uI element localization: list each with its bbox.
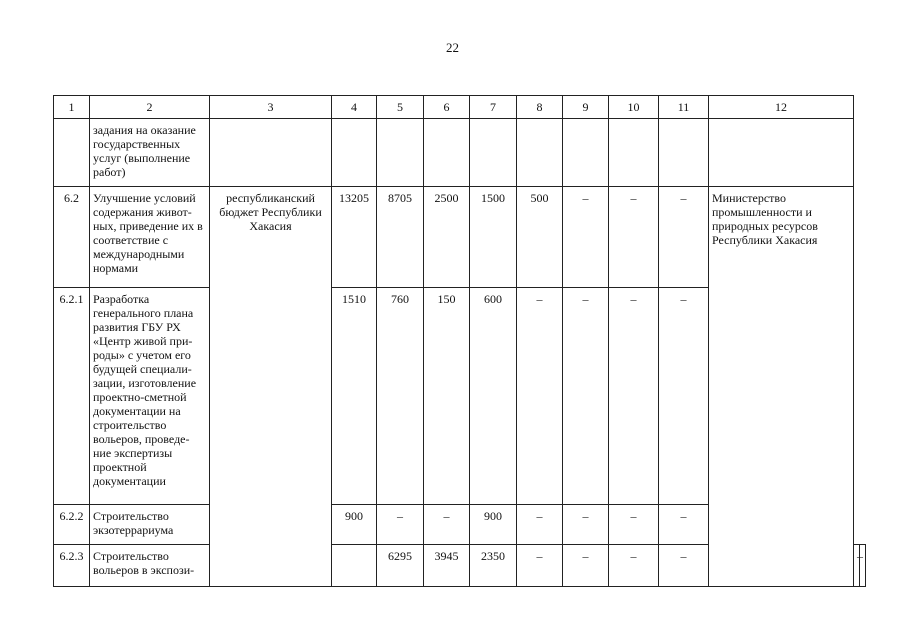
value-col5: 8705: [377, 187, 424, 288]
header-cell: 2: [90, 96, 210, 119]
value-col9: –: [563, 187, 609, 288]
value-col11: –: [659, 187, 709, 288]
header-cell: 9: [563, 96, 609, 119]
value-col10: –: [609, 187, 659, 288]
value-col8: 500: [517, 187, 563, 288]
header-cell: 8: [517, 96, 563, 119]
header-row: [54, 96, 866, 119]
value-col4: 13205: [332, 187, 377, 288]
header-cell: 4: [332, 96, 377, 119]
value-col7: 600: [470, 288, 517, 505]
value-col8: –: [517, 505, 563, 545]
value-col10: –: [609, 288, 659, 505]
row-number: [54, 119, 90, 187]
value-col6: 2350: [470, 545, 517, 587]
value-col11: [659, 119, 709, 187]
measure-name: Улучшение условий содержания живот-ных, приведение их в соответствие с международными нормами: [90, 187, 210, 288]
value-col6: 150: [424, 288, 470, 505]
value-col5: [377, 119, 424, 187]
header-cell: 10: [609, 96, 659, 119]
value-col6: 2500: [424, 187, 470, 288]
value-col8: –: [563, 545, 609, 587]
value-col4: 1510: [332, 288, 377, 505]
program-table: [53, 95, 866, 587]
value-col8: [517, 119, 563, 187]
value-col4: 900: [332, 505, 377, 545]
header-cell: 1: [54, 96, 90, 119]
value-col11: –: [659, 505, 709, 545]
value-col7: 900: [470, 505, 517, 545]
page-number: 22: [446, 40, 459, 55]
measure-name: Строительство экзотеррариума: [90, 505, 210, 545]
value-col5: 3945: [424, 545, 470, 587]
value-col4: 6295: [377, 545, 424, 587]
value-col11: –: [659, 288, 709, 505]
value-col10: –: [659, 545, 709, 587]
row-number: 6.2: [54, 187, 90, 288]
table-row: [54, 187, 866, 288]
header-cell: 3: [210, 96, 332, 119]
value-col6: [424, 119, 470, 187]
value-col5: 760: [377, 288, 424, 505]
table-row: [54, 119, 866, 187]
value-col7: 1500: [470, 187, 517, 288]
measure-name: Строительство вольеров в экспози-: [90, 545, 210, 587]
value-col9: –: [563, 288, 609, 505]
funding-source-cell: [332, 545, 377, 587]
value-col7: –: [517, 545, 563, 587]
value-col9: [563, 119, 609, 187]
row-number: 6.2.2: [54, 505, 90, 545]
header-cell: 6: [424, 96, 470, 119]
measure-name: задания на оказание государственных услуг (выполнение работ): [90, 119, 210, 187]
value-col10: [609, 119, 659, 187]
measure-name: Разработка генерального плана развития ГБУ РХ «Центр живой при-роды» с учетом его будущей специали-зации, изготовление проектно-сметной документации на строительство вольеров, проведе-ние экспертизы проектной документации: [90, 288, 210, 505]
row-number: 6.2.3: [54, 545, 90, 587]
responsible-cell: [709, 119, 854, 187]
responsible-executor: Министерство промышленности и природных ресурсов Республики Хакасия: [709, 187, 854, 587]
value-col10: –: [609, 505, 659, 545]
funding-source: республиканский бюджет Республики Хакасия: [210, 187, 332, 587]
header-cell: 11: [659, 96, 709, 119]
value-col9: –: [563, 505, 609, 545]
value-col11: –: [854, 545, 860, 587]
header-cell: 12: [709, 96, 854, 119]
funding-source-cell: [210, 119, 332, 187]
row-number: 6.2.1: [54, 288, 90, 505]
value-col7: [470, 119, 517, 187]
value-col4: [332, 119, 377, 187]
value-col9: –: [609, 545, 659, 587]
header-cell: 7: [470, 96, 517, 119]
value-col5: –: [377, 505, 424, 545]
value-col8: –: [517, 288, 563, 505]
header-cell: 5: [377, 96, 424, 119]
value-col6: –: [424, 505, 470, 545]
